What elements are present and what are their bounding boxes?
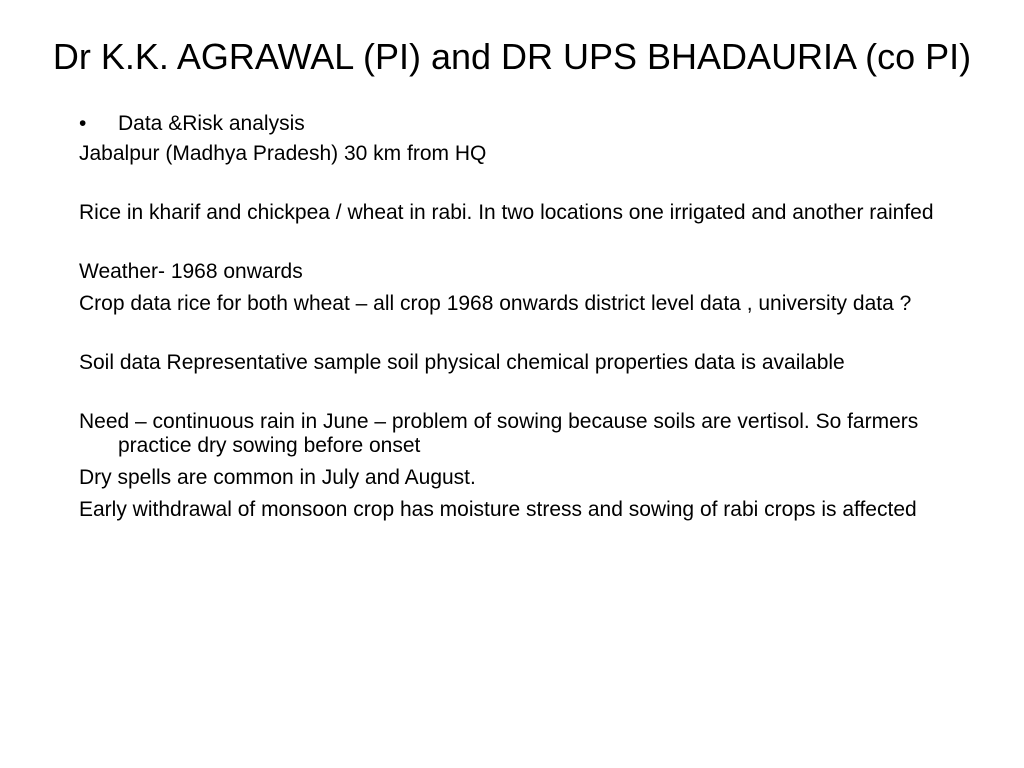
- paragraph-need: Need – continuous rain in June – problem of sowing because soils are vertisol. So farmers practice dry sowing before onset: [79, 410, 919, 457]
- bullet-dot-icon: •: [79, 112, 87, 135]
- paragraph-location: Jabalpur (Madhya Pradesh) 30 km from HQ: [79, 142, 487, 165]
- bullet-text: Data &Risk analysis: [118, 112, 305, 135]
- spacer: [79, 225, 989, 260]
- bullet-item-data-risk: [79, 112, 989, 136]
- slide-body: [79, 112, 989, 522]
- spacer: [79, 284, 989, 292]
- spacer: [79, 375, 989, 410]
- spacer: [79, 458, 989, 466]
- paragraph-early-withdrawal: Early withdrawal of monsoon crop has moisture stress and sowing of rabi crops is affected: [79, 498, 917, 521]
- paragraph-weather: Weather- 1968 onwards: [79, 260, 303, 283]
- paragraph-soil-data: Soil data Representative sample soil physical chemical properties data is available: [79, 351, 845, 374]
- spacer: [79, 166, 989, 201]
- paragraph-crop-data: Crop data rice for both wheat – all crop 1968 onwards district level data , university data ?: [79, 292, 912, 315]
- spacer: [79, 490, 989, 498]
- slide-title: Dr K.K. AGRAWAL (PI) and DR UPS BHADAURIA (co PI): [52, 36, 972, 77]
- spacer: [79, 316, 989, 351]
- paragraph-crops: Rice in kharif and chickpea / wheat in rabi. In two locations one irrigated and another rainfed: [79, 201, 934, 224]
- paragraph-dry-spells: Dry spells are common in July and August.: [79, 466, 476, 489]
